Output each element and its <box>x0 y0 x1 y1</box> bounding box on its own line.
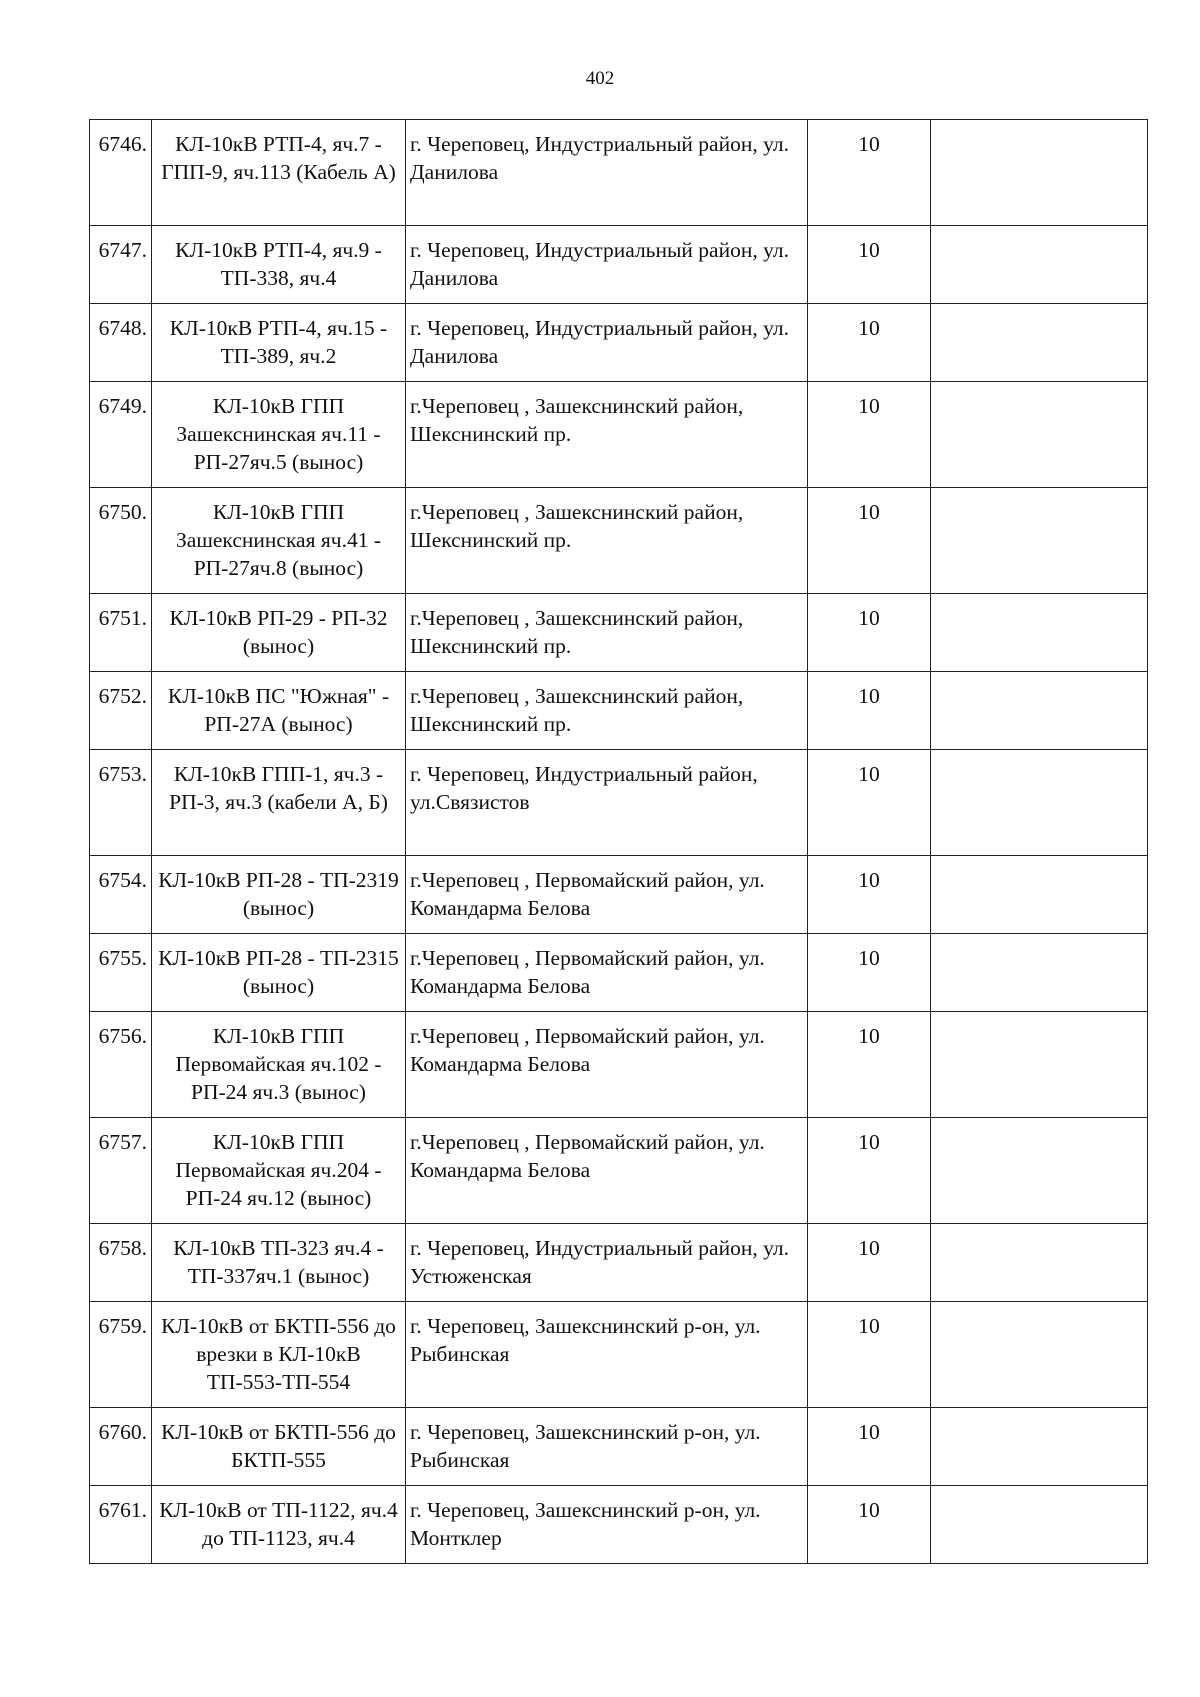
table-row <box>90 226 1148 304</box>
line-voltage: 10 <box>808 226 931 304</box>
line-address: г.Череповец , Первомайский район, ул. Командарма Белова <box>406 1012 808 1118</box>
table-row <box>90 488 1148 594</box>
row-number: 6750. <box>90 488 152 594</box>
line-extra <box>931 226 1148 304</box>
line-address: г. Череповец, Индустриальный район, ул. Устюженская <box>406 1224 808 1302</box>
line-voltage: 10 <box>808 594 931 672</box>
line-extra <box>931 1302 1148 1408</box>
table-row <box>90 750 1148 856</box>
line-name: КЛ-10кВ РП-28 - ТП-2319 (вынос) <box>152 856 406 934</box>
line-address: г.Череповец , Первомайский район, ул. Командарма Белова <box>406 856 808 934</box>
line-address: г.Череповец , Зашекснинский район, Шекснинский пр. <box>406 594 808 672</box>
table-row <box>90 1118 1148 1224</box>
line-name: КЛ-10кВ ГПП Зашекснинская яч.41 - РП-27яч.8 (вынос) <box>152 488 406 594</box>
row-number: 6757. <box>90 1118 152 1224</box>
table-row <box>90 1486 1148 1564</box>
cable-lines-table <box>89 119 1148 1564</box>
row-number: 6752. <box>90 672 152 750</box>
line-address: г. Череповец, Зашекснинский р-он, ул. Рыбинская <box>406 1408 808 1486</box>
line-extra <box>931 594 1148 672</box>
line-extra <box>931 488 1148 594</box>
row-number: 6758. <box>90 1224 152 1302</box>
table-row <box>90 1408 1148 1486</box>
row-number: 6748. <box>90 304 152 382</box>
line-name: КЛ-10кВ от БКТП-556 до БКТП-555 <box>152 1408 406 1486</box>
table-row <box>90 1224 1148 1302</box>
table-row <box>90 594 1148 672</box>
line-name: КЛ-10кВ ГПП-1, яч.3 - РП-3, яч.3 (кабели А, Б) <box>152 750 406 856</box>
table-row <box>90 672 1148 750</box>
table-row <box>90 856 1148 934</box>
line-address: г.Череповец , Зашекснинский район, Шекснинский пр. <box>406 488 808 594</box>
line-extra <box>931 1012 1148 1118</box>
line-address: г. Череповец, Зашекснинский р-он, ул. Монтклер <box>406 1486 808 1564</box>
line-extra <box>931 1486 1148 1564</box>
line-name: КЛ-10кВ РТП-4, яч.15 - ТП-389, яч.2 <box>152 304 406 382</box>
line-voltage: 10 <box>808 488 931 594</box>
table-row <box>90 1302 1148 1408</box>
line-name: КЛ-10кВ от ТП-1122, яч.4 до ТП-1123, яч.4 <box>152 1486 406 1564</box>
line-voltage: 10 <box>808 304 931 382</box>
line-voltage: 10 <box>808 934 931 1012</box>
line-address: г. Череповец, Зашекснинский р-он, ул. Рыбинская <box>406 1302 808 1408</box>
line-name: КЛ-10кВ РП-29 - РП-32 (вынос) <box>152 594 406 672</box>
line-voltage: 10 <box>808 856 931 934</box>
line-address: г.Череповец , Зашекснинский район, Шекснинский пр. <box>406 672 808 750</box>
row-number: 6753. <box>90 750 152 856</box>
table-row <box>90 1012 1148 1118</box>
line-name: КЛ-10кВ ТП-323 яч.4 - ТП-337яч.1 (вынос) <box>152 1224 406 1302</box>
row-number: 6755. <box>90 934 152 1012</box>
line-extra <box>931 304 1148 382</box>
line-name: КЛ-10кВ ГПП Первомайская яч.102 - РП-24 яч.3 (вынос) <box>152 1012 406 1118</box>
row-number: 6754. <box>90 856 152 934</box>
line-voltage: 10 <box>808 672 931 750</box>
line-address: г. Череповец, Индустриальный район, ул. Данилова <box>406 120 808 226</box>
row-number: 6760. <box>90 1408 152 1486</box>
line-address: г.Череповец , Первомайский район, ул. Командарма Белова <box>406 1118 808 1224</box>
line-name: КЛ-10кВ от БКТП-556 до врезки в КЛ-10кВ ТП-553-ТП-554 <box>152 1302 406 1408</box>
line-name: КЛ-10кВ ПС "Южная" - РП-27А (вынос) <box>152 672 406 750</box>
line-voltage: 10 <box>808 1302 931 1408</box>
row-number: 6749. <box>90 382 152 488</box>
row-number: 6751. <box>90 594 152 672</box>
line-extra <box>931 672 1148 750</box>
table-row <box>90 382 1148 488</box>
line-address: г. Череповец, Индустриальный район, ул.Связистов <box>406 750 808 856</box>
line-voltage: 10 <box>808 1408 931 1486</box>
line-extra <box>931 856 1148 934</box>
row-number: 6756. <box>90 1012 152 1118</box>
line-name: КЛ-10кВ РТП-4, яч.7 - ГПП-9, яч.113 (Кабель А) <box>152 120 406 226</box>
line-address: г.Череповец , Первомайский район, ул. Командарма Белова <box>406 934 808 1012</box>
line-address: г. Череповец, Индустриальный район, ул. Данилова <box>406 226 808 304</box>
table-row <box>90 120 1148 226</box>
row-number: 6761. <box>90 1486 152 1564</box>
line-name: КЛ-10кВ РП-28 - ТП-2315 (вынос) <box>152 934 406 1012</box>
line-voltage: 10 <box>808 750 931 856</box>
line-address: г. Череповец, Индустриальный район, ул. Данилова <box>406 304 808 382</box>
line-extra <box>931 750 1148 856</box>
line-voltage: 10 <box>808 1224 931 1302</box>
line-voltage: 10 <box>808 1012 931 1118</box>
line-extra <box>931 934 1148 1012</box>
line-extra <box>931 1118 1148 1224</box>
line-extra <box>931 1408 1148 1486</box>
page-number: 402 <box>585 68 615 89</box>
line-extra <box>931 120 1148 226</box>
line-name: КЛ-10кВ ГПП Зашекснинская яч.11 - РП-27яч.5 (вынос) <box>152 382 406 488</box>
line-extra <box>931 1224 1148 1302</box>
line-voltage: 10 <box>808 1486 931 1564</box>
table-row <box>90 934 1148 1012</box>
line-voltage: 10 <box>808 1118 931 1224</box>
line-extra <box>931 382 1148 488</box>
row-number: 6746. <box>90 120 152 226</box>
line-name: КЛ-10кВ РТП-4, яч.9 - ТП-338, яч.4 <box>152 226 406 304</box>
line-address: г.Череповец , Зашекснинский район, Шекснинский пр. <box>406 382 808 488</box>
line-voltage: 10 <box>808 382 931 488</box>
table-row <box>90 304 1148 382</box>
row-number: 6747. <box>90 226 152 304</box>
line-name: КЛ-10кВ ГПП Первомайская яч.204 - РП-24 яч.12 (вынос) <box>152 1118 406 1224</box>
line-voltage: 10 <box>808 120 931 226</box>
row-number: 6759. <box>90 1302 152 1408</box>
